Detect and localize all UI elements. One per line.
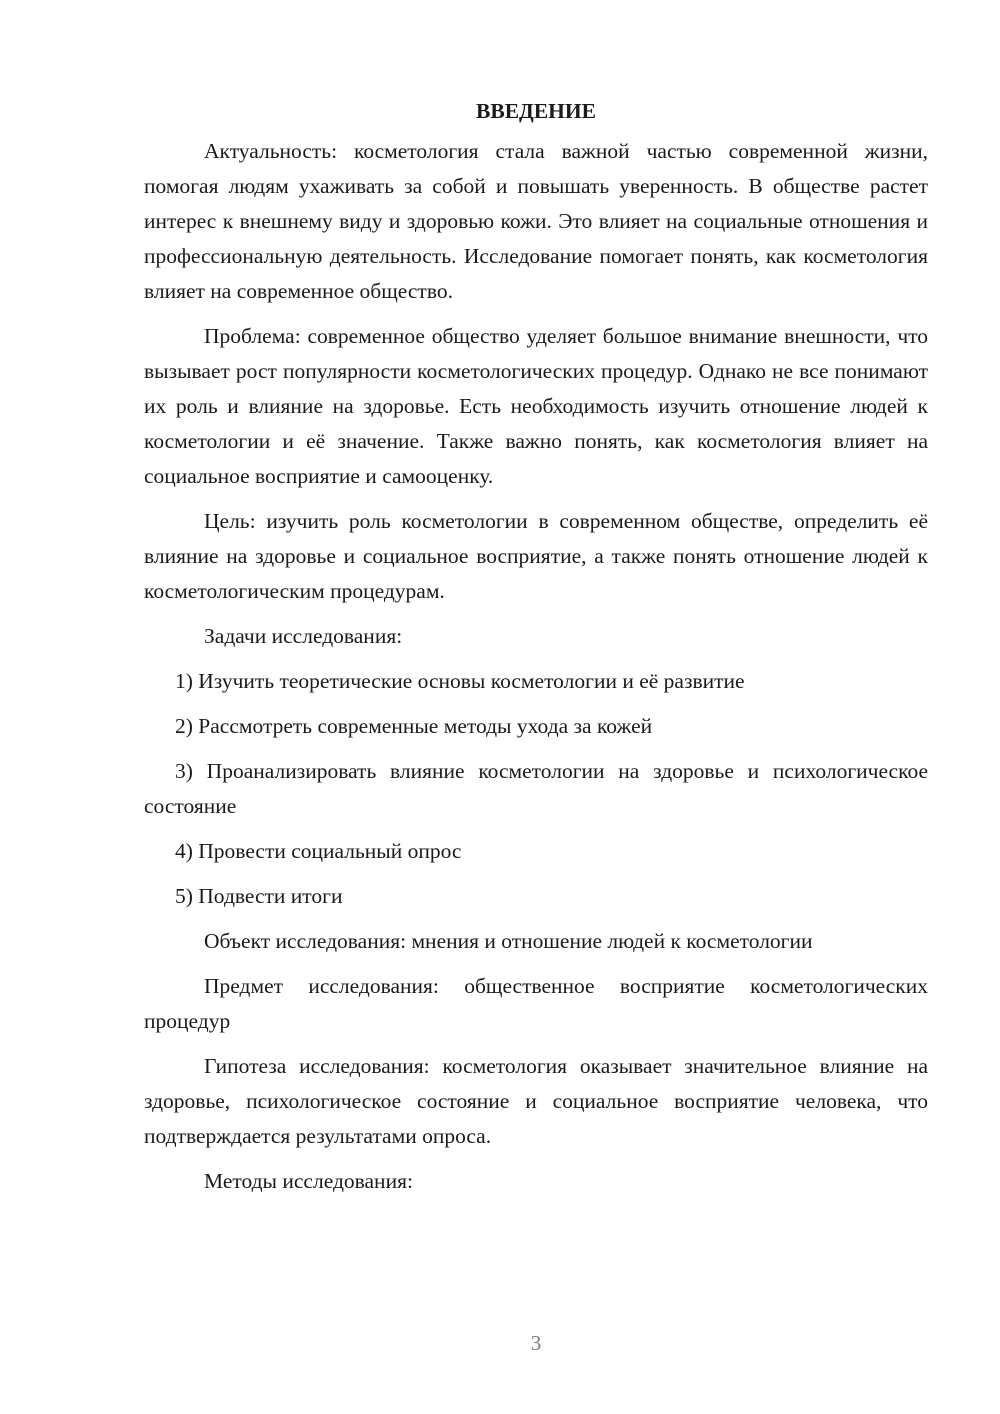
page-content bbox=[144, 92, 928, 1209]
relevance-paragraph: Актуальность: косметология стала важной частью современной жизни, помогая людям ухаживать за собой и повышать уверенность. В обществе растет интерес к внешнему виду и здоровью кожи. Это влияет на социальные отношения и профессиональную деятельность. Исследование помогает понять, как косметология влияет на современное общество. bbox=[144, 139, 928, 303]
object-paragraph: Объект исследования: мнения и отношение людей к косметологии bbox=[204, 929, 813, 953]
goal-paragraph: Цель: изучить роль косметологии в современном обществе, определить её влияние на здоровье и социальное восприятие, а также понять отношение людей к косметологическим процедурам. bbox=[144, 509, 928, 603]
task-item-1: 1) Изучить теоретические основы косметологии и её развитие bbox=[175, 669, 745, 693]
tasks-title: Задачи исследования: bbox=[204, 624, 403, 648]
task-item-3: 3) Проанализировать влияние косметологии на здоровье и психологическое состояние bbox=[144, 759, 928, 818]
task-item-2: 2) Рассмотреть современные методы ухода за кожей bbox=[175, 714, 653, 738]
page-title: ВВЕДЕНИЕ bbox=[476, 99, 596, 123]
task-item-4: 4) Провести социальный опрос bbox=[175, 839, 462, 863]
hypothesis-paragraph: Гипотеза исследования: косметология оказывает значительное влияние на здоровье, психологическое состояние и социальное восприятие человека, что подтверждается результатами опроса. bbox=[144, 1054, 928, 1148]
problem-paragraph: Проблема: современное общество уделяет большое внимание внешности, что вызывает рост популярности косметологических процедур. Однако не все понимают их роль и влияние на здоровье. Есть необходимость изучить отношение людей к косметологии и её значение. Также важно понять, как косметология влияет на социальное восприятие и самооценку. bbox=[144, 324, 928, 488]
page-number: 3 bbox=[530, 1331, 542, 1355]
task-item-5: 5) Подвести итоги bbox=[175, 884, 343, 908]
subject-paragraph: Предмет исследования: общественное восприятие косметологических процедур bbox=[144, 974, 928, 1033]
methods-title: Методы исследования: bbox=[204, 1169, 413, 1193]
